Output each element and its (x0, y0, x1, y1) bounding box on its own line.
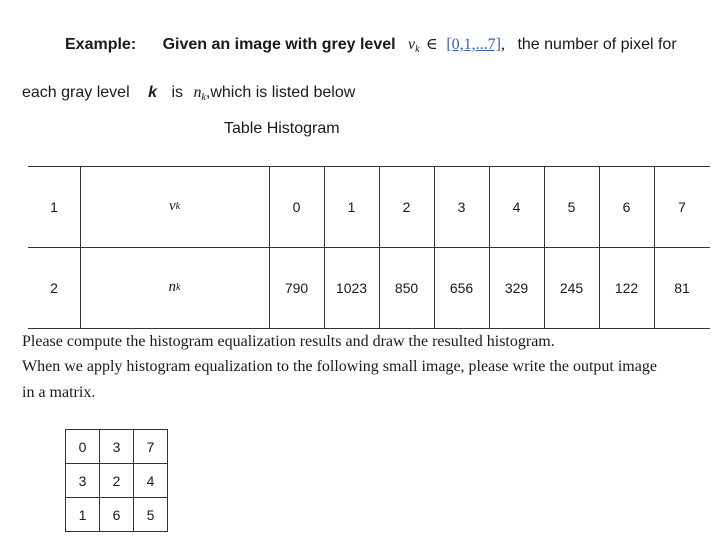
pixel-count-cell: 1023 (335, 279, 368, 296)
question-line: When we apply histogram equalization to the following small image, please write the output image (22, 358, 657, 375)
histogram-table (28, 166, 710, 329)
gray-level-cell: 5 (567, 198, 576, 215)
problem-intro-line-2 (22, 84, 355, 103)
matrix-row (66, 498, 168, 532)
gray-level-cell: 3 (457, 198, 466, 215)
intro-text: Given an image with grey level (162, 36, 396, 53)
problem-intro-line (65, 34, 677, 55)
count-var: $n_k$ (193, 84, 206, 103)
intro-line2-tail: ,which is listed below (205, 84, 356, 101)
row-index: 2 (50, 279, 58, 296)
matrix-cell: 5 (134, 498, 168, 532)
matrix-cell: 1 (66, 498, 100, 532)
intro-text-tail: the number of pixel for (517, 36, 677, 53)
small-image-matrix (65, 429, 168, 532)
intro-line2-text: each gray level (22, 84, 130, 101)
gray-level-cell: 1 (347, 198, 356, 215)
table-caption: Table Histogram (224, 120, 340, 137)
table-rule-bottom (28, 328, 710, 329)
row-symbol-nk: n k (168, 279, 181, 295)
matrix-cell: 4 (134, 464, 168, 498)
matrix-row (66, 464, 168, 498)
pixel-count-cell: 656 (449, 279, 474, 296)
question-line: in a matrix. (22, 384, 96, 401)
matrix-cell: 0 (66, 430, 100, 464)
k-var: k (148, 84, 157, 101)
gray-level-cell: 0 (292, 198, 301, 215)
gray-level-cell: 6 (622, 198, 631, 215)
gray-level-cell: 2 (402, 198, 411, 215)
matrix-cell: 7 (134, 430, 168, 464)
example-label: Example: (65, 36, 137, 53)
matrix-cell: 6 (100, 498, 134, 532)
question-line: Please compute the histogram equalization results and draw the resulted histogram. (22, 333, 555, 350)
pixel-count-cell: 81 (674, 279, 690, 296)
matrix-row (66, 430, 168, 464)
row-symbol-vk: v k (168, 198, 181, 214)
pixel-count-cell: 790 (284, 279, 309, 296)
is-word: is (171, 84, 183, 101)
matrix-cell: 3 (66, 464, 100, 498)
gray-level-cell: 4 (512, 198, 521, 215)
pixel-count-cell: 245 (559, 279, 584, 296)
pixel-count-cell: 122 (614, 279, 639, 296)
pixel-count-cell: 850 (394, 279, 419, 296)
element-of-symbol: ∈ (426, 36, 438, 53)
pixel-count-cell: 329 (504, 279, 529, 296)
gray-level-cell: 7 (678, 198, 686, 215)
row-index: 1 (50, 198, 58, 215)
grey-level-var: $v_k$ (408, 36, 420, 55)
matrix-cell: 2 (100, 464, 134, 498)
comma: , (501, 36, 505, 53)
matrix-cell: 3 (100, 430, 134, 464)
grey-level-range: [0,1,...7] (446, 36, 501, 53)
